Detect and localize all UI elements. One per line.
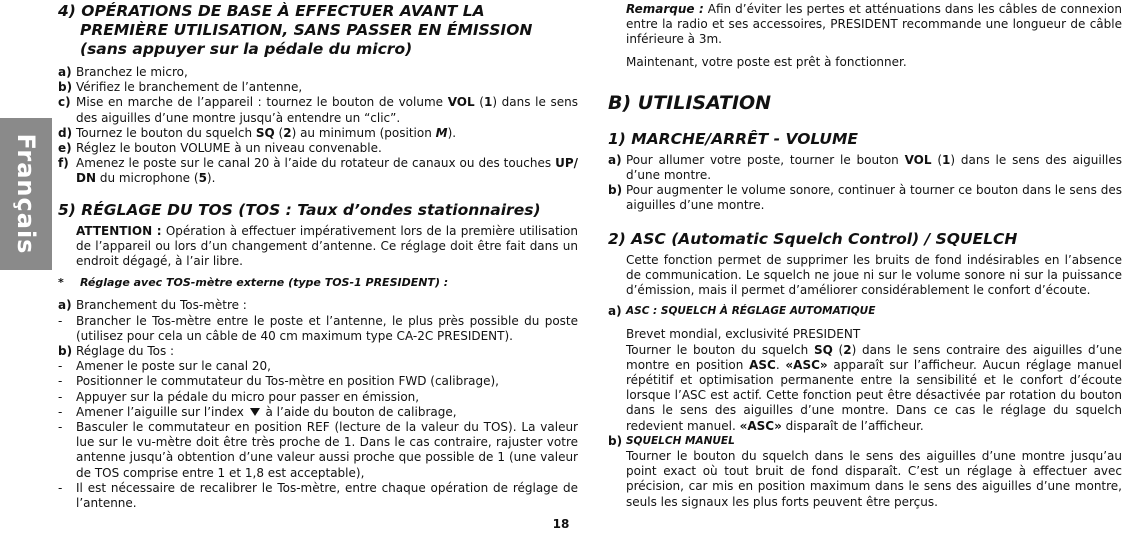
language-label: Français (12, 133, 40, 255)
list-item: a) Branchement du Tos-mètre : (58, 298, 247, 313)
asc-subheading: a) ASC : SQUELCH À RÉGLAGE AUTOMATIQUE (608, 304, 876, 319)
attention-paragraph: ATTENTION : Opération à effectuer impérativement lors de la première utilisation de l’appareil ou lors d’un changement d’antenne. Ce réglage doit être fait dans un endroit dégagé, à l’air libre. (76, 223, 578, 269)
section-5-heading: 5) RÉGLAGE DU TOS (TOS : Taux d’ondes stationnaires) (58, 200, 541, 219)
dash-item: - Brancher le Tos-mètre entre le poste et l’antenne, le plus près possible du poste (utilisez pour cela un câble de 40 cm maximum type CA-2C PRESIDENT). (58, 313, 578, 343)
section-2-heading: 2) ASC (Automatic Squelch Control) / SQUELCH (608, 229, 1018, 248)
list-item: a) Branchez le micro, (58, 65, 188, 79)
language-side-tab (0, 118, 52, 270)
dash-item: - Positionner le commutateur du Tos-mètre en position FWD (calibrage), (58, 374, 499, 389)
right-column (608, 0, 1122, 510)
list-item: e) Réglez le bouton VOLUME à un niveau convenable. (58, 141, 382, 156)
page-number: 18 (552, 517, 570, 531)
section-4-list (58, 65, 578, 187)
asc-brevet: Brevet mondial, exclusivité PRESIDENT (626, 327, 861, 342)
section-5-list (58, 298, 578, 511)
squelch-intro-paragraph: Cette fonction permet de supprimer les bruits de fond indésirables en l’absence de communication. Le squelch ne joue ni sur le volume sonore ni sur la puissance d’émission, mais il permet d’améliorer considérablement le confort d’écoute. (626, 252, 1122, 298)
list-item: b) Réglage du Tos : (58, 344, 175, 359)
list-item: d) Tournez le bouton du squelch SQ (2) au minimum (position M). (58, 125, 457, 140)
ready-paragraph: Maintenant, votre poste est prêt à fonctionner. (626, 54, 907, 69)
section-1-list (608, 153, 1122, 214)
asc-paragraph: Tourner le bouton du squelch SQ (2) dans le sens contraire des aiguilles d’une montre en position ASC. «ASC» apparaît sur l’afficheur. Aucun réglage manuel répétitif et optimisation permanente entre la sensibilité et le confort d’écoute lorsque l’ASC est actif. Cette fonction peut être désactivée par rotation du bouton dans le sens des aiguilles d’une montre. Dans ce cas le réglage du squelch redevient manuel. «ASC» disparaît de l’afficheur. (626, 342, 1122, 433)
tos-external-subheading: * Réglage avec TOS-mètre externe (type TOS-1 PRESIDENT) : (58, 276, 449, 290)
section-b-heading: B) UTILISATION (608, 91, 772, 114)
down-triangle-icon (250, 408, 260, 416)
left-column (58, 0, 578, 511)
list-item: b) Pour augmenter le volume sonore, continuer à tourner ce bouton dans le sens des aiguilles d’une montre. (608, 183, 1122, 213)
dash-item: - Appuyer sur la pédale du micro pour passer en émission, (58, 389, 420, 404)
list-item: b) Vérifiez le branchement de l’antenne, (58, 80, 303, 95)
remark-paragraph: Remarque : Afin d’éviter les pertes et atténuations dans les câbles de connexion entre la radio et ses accessoires, PRESIDENT recommande une longueur de câble inférieure à 3m. (626, 2, 1122, 47)
list-item: c) Mise en marche de l’appareil : tournez le bouton de volume VOL (1) dans le sens des aiguilles d’une montre jusqu’à entendre un “clic”. (58, 95, 578, 125)
manual-squelch-subheading: b) SQUELCH MANUEL (608, 433, 735, 448)
dash-item: - Amener le poste sur le canal 20, (58, 359, 271, 374)
section-4-heading: 4) OPÉRATIONS DE BASE À EFFECTUER AVANT LA PREMIÈRE UTILISATION, SANS PASSER EN ÉMISSION (sans appuyer sur la pédale du micro) (58, 2, 533, 58)
manual-squelch-paragraph: Tourner le bouton du squelch dans le sens des aiguilles d’une montre jusqu’au point exact où tout bruit de fond disparaît. C’est un réglage à effectuer avec précision, car mis en position maximum dans le sens des aiguilles d’une montre, seuls les signaux les plus forts peuvent être perçus. (626, 449, 1122, 509)
dash-item: - Basculer le commutateur en position REF (lecture de la valeur du TOS). La valeur lue sur le vu-mètre doit être très proche de 1. Dans le cas contraire, rajuster votre antenne jusqu’à obtention d’une valeur aussi proche que possible de 1 (une valeur de TOS comprise entre 1 et 1,8 est acceptable), (58, 420, 578, 480)
dash-item: - Il est nécessaire de recalibrer le Tos-mètre, entre chaque opération de réglage de l’antenne. (58, 480, 578, 511)
list-item: f) Amenez le poste sur le canal 20 à l’aide du rotateur de canaux ou des touches UP/ DN du microphone (5). (58, 156, 578, 186)
section-1-heading: 1) MARCHE/ARRÊT - VOLUME (608, 129, 858, 148)
dash-item: - Amener l’aiguille sur l’index à l’aide du bouton de calibrage, (58, 404, 457, 419)
list-item: a) Pour allumer votre poste, tourner le bouton VOL (1) dans le sens des aiguilles d’une montre. (608, 152, 1122, 183)
